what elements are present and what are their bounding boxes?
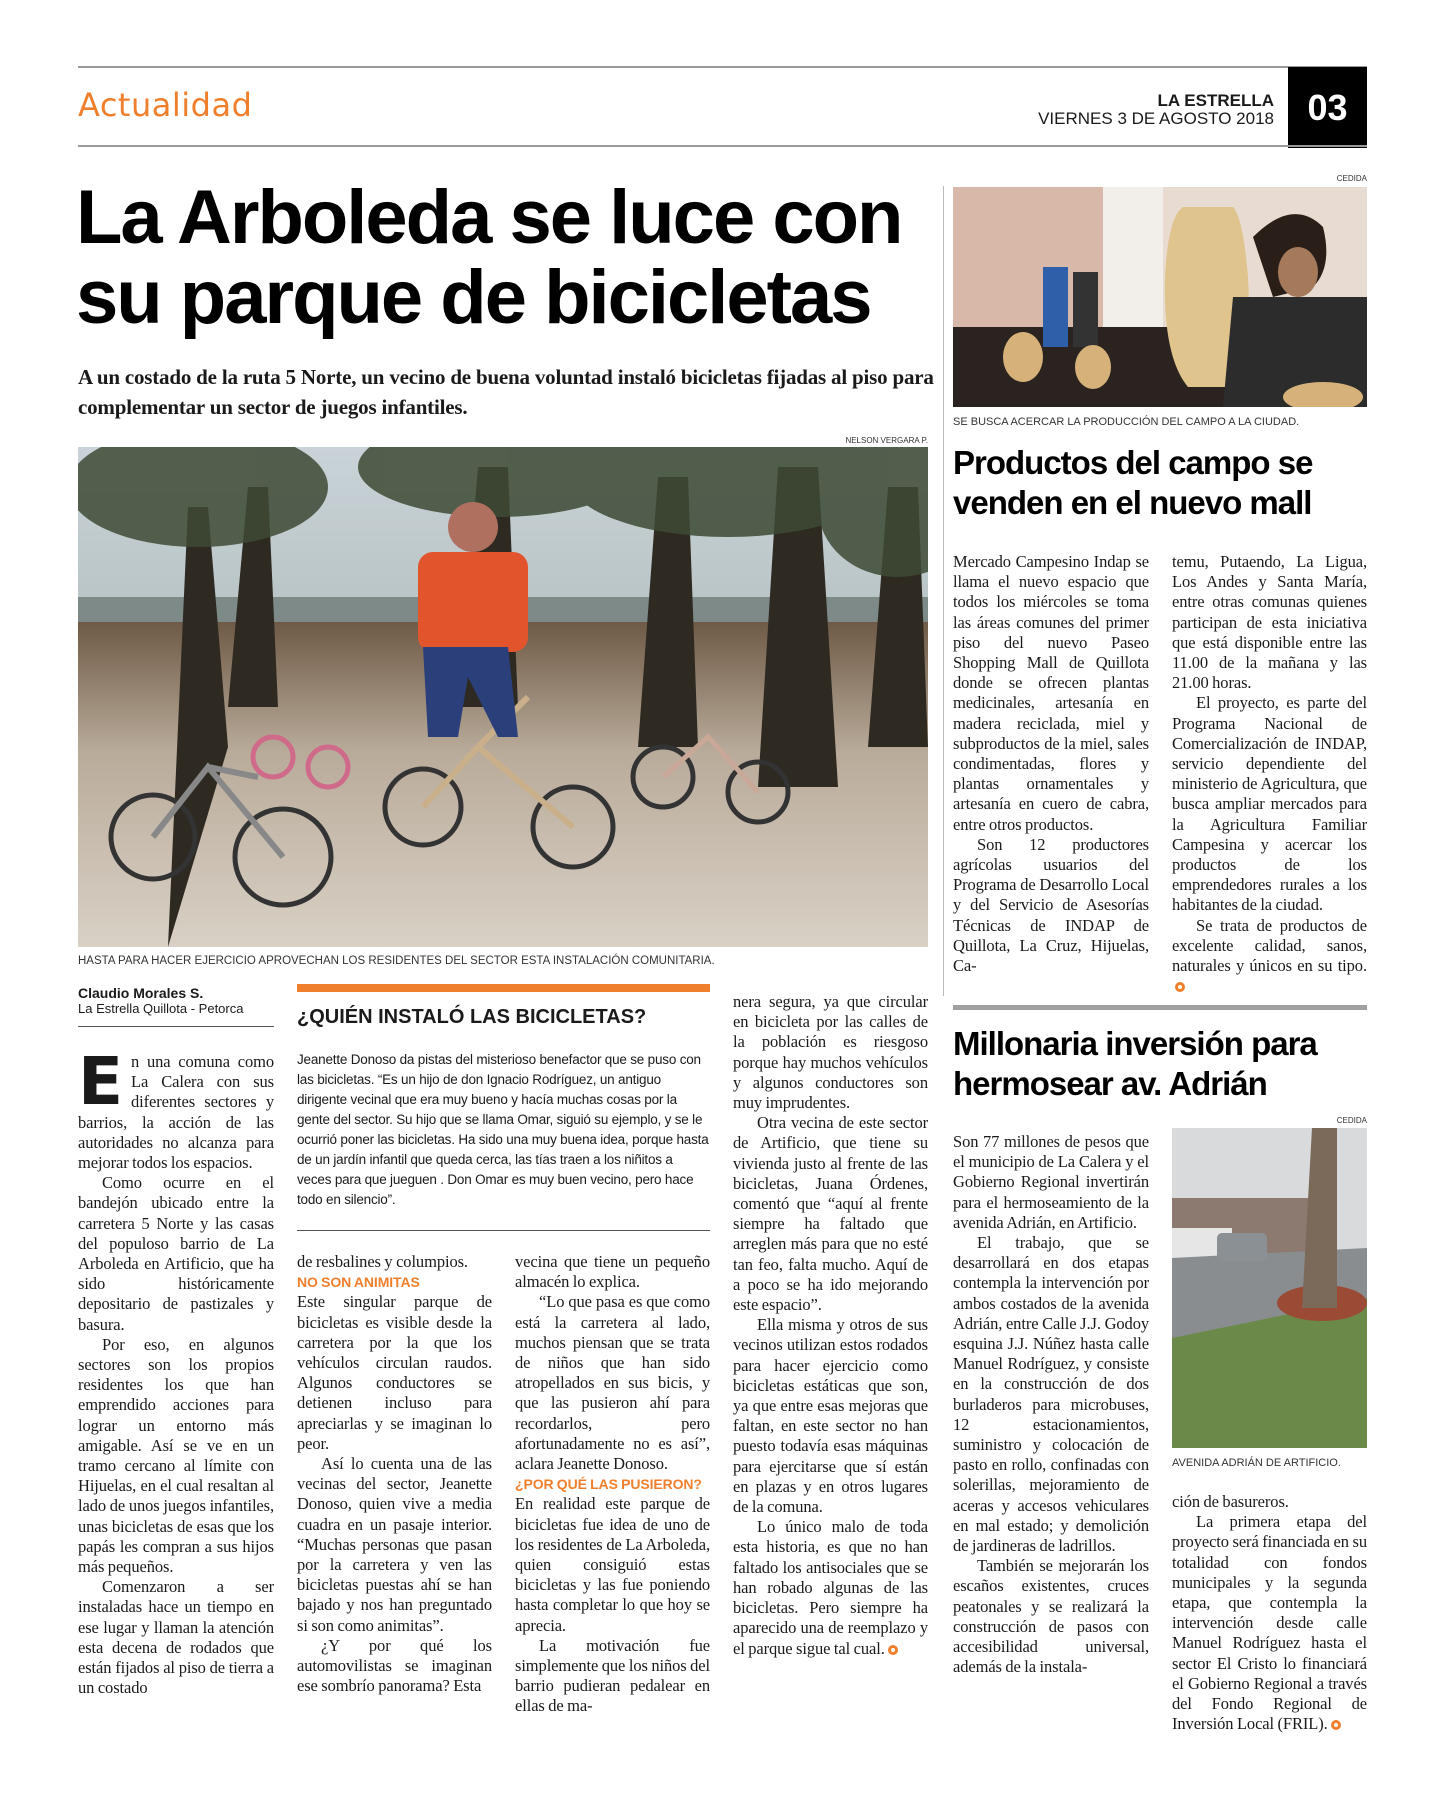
paragraph bbox=[78, 1173, 274, 1335]
paragraph-text: El trabajo, que se desarrollará en dos etapas contempla la intervención por ambos costados de la avenida Adrián, entre Calle J.J. Godoy esquina J.J. Núñez hasta calle Manuel Rodríguez, y consiste en la construcción de dos burladeros para microbuses, 12 estacionamientos, suministro y colocación de pasto en rollo, confinadas con solerillas, mejoramiento de aceras y accesos vehiculares en mal estado; y demolición de jardineras de ladrillos. bbox=[953, 1233, 1149, 1556]
side2-photo-credit: CEDIDA bbox=[1336, 1116, 1367, 1125]
paragraph-text: ¿Y por qué los automovilistas se imaginan ese sombrío panorama? Esta bbox=[297, 1635, 492, 1696]
end-of-article-icon bbox=[888, 1645, 898, 1655]
issue-date: VIERNES 3 DE AGOSTO 2018 bbox=[1038, 109, 1274, 128]
main-column-1 bbox=[78, 1043, 274, 1699]
sidebar-box-text: Jeanette Donoso da pistas del misterioso benefactor que se puso con las bicicletas. “Es un hijo de don Ignacio Rodríguez, un antiguo dirigente vecinal que era muy bueno y hacía muchas cosas por la gente del sector. Su hijo que se llama Omar, siguió su ejemplo, y se le ocurrió poner las bicicletas. Ha sido una muy buena idea, porque hasta de un jardín infantil que queda cerca, las tías traen a los niñitos a veces para que jueguen . Don Omar es muy buen vecino, pero hace todo en silencio”. bbox=[297, 1052, 709, 1207]
paragraph-text: Comenzaron a ser instaladas hace un tiempo en ese lugar y llaman la atención esta decena de rodados que están fijados al piso de tierra a un costado bbox=[78, 1577, 274, 1698]
side1-headline: Productos del campo se venden en el nuevo mall bbox=[953, 444, 1313, 521]
paragraph bbox=[733, 1517, 928, 1658]
paragraph bbox=[297, 1292, 492, 1454]
paper-name: LA ESTRELLA bbox=[1157, 91, 1274, 110]
column-divider bbox=[943, 186, 944, 996]
paragraph bbox=[297, 1636, 492, 1697]
sidebar-box-rule bbox=[297, 1230, 710, 1231]
paragraph: temu, Putaendo, La Ligua, Los Andes y Santa María, entre otras comunas quienes participan de esta iniciativa que está disponible entre las 11.00 de la mañana y las 21.00 horas. bbox=[1172, 552, 1367, 693]
paragraph-text: También se mejorarán los escaños existentes, cruces peatonales y se realizará la construcción de pasos con accesibilidad universal, además de la instala- bbox=[953, 1556, 1149, 1677]
paragraph bbox=[78, 1335, 274, 1577]
sidebar-box-bar bbox=[297, 984, 710, 992]
paragraph-text: Mercado Campesino Indap se llama el nuevo espacio que todos los miércoles se toma las áreas comunes del primer piso del nuevo Paseo Shopping Mall de Quillota donde se ofrecen plantas medicinales, artesanía en madera reciclada, miel y subproductos de la miel, sales condimentadas, flores y plantas ornamentales y artesanía en cuero de cabra, entre otros productos. bbox=[953, 552, 1149, 834]
paragraph bbox=[515, 1494, 710, 1635]
paragraph: Son 77 millones de pesos que el municipio de La Calera y el Gobierno Regional invertirán para el hermoseamiento de la avenida Adrián, en Artificio. bbox=[953, 1132, 1149, 1232]
paragraph bbox=[1172, 693, 1367, 915]
paragraph-text: Ella misma y otros de sus vecinos utilizan estos rodados para hacer ejercicio como bicicletas estáticas que son, ya que entre esas mejoras que faltan, en este sector no han puesto todavía esas máquinas para ejercitarse que sí están en plazas y en otros lugares de la comuna. bbox=[733, 1315, 928, 1517]
paragraph-text: Otra vecina de este sector de Artificio, que tiene su vivienda justo al frente de las bicicletas, Juana Órdenes, comentó que “aquí al frente siempre ha faltado que arreglen más para que no esté tan feo, falta mucho. Aquí de a poco se ha ido mejorando este espacio”. bbox=[733, 1113, 928, 1315]
paragraph bbox=[1172, 1512, 1367, 1734]
main-photo-credit: NELSON VERGARA P. bbox=[845, 436, 928, 445]
byline bbox=[78, 985, 274, 1016]
end-of-article-icon bbox=[1331, 1720, 1341, 1730]
main-headline: La Arboleda se luce con su parque de bicicletas bbox=[76, 175, 902, 340]
side-divider bbox=[953, 1005, 1367, 1010]
paragraph bbox=[78, 1043, 274, 1173]
subhead-no-son-animitas: NO SON ANIMITAS bbox=[297, 1274, 420, 1291]
side2-column-2 bbox=[1172, 1492, 1367, 1734]
paragraph-text: Este singular parque de bicicletas es visible desde la carretera por la que los vehículos circulan raudos. Algunos conductores se detienen incluso para apreciarlas y se imaginan lo peor. bbox=[297, 1292, 492, 1453]
paragraph bbox=[733, 1315, 928, 1517]
paragraph-text: En realidad este parque de bicicletas fue idea de uno de los residentes de La Arboleda, quien consiguió estas bicicletas y las fue poniendo hasta completar lo que hoy se aprecia. bbox=[515, 1494, 710, 1635]
paragraph bbox=[953, 835, 1149, 976]
main-column-3 bbox=[515, 1252, 710, 1717]
main-photo-caption: HASTA PARA HACER EJERCICIO APROVECHAN LOS RESIDENTES DEL SECTOR ESTA INSTALACIÓN COMUNITARIA. bbox=[78, 955, 715, 967]
paragraph bbox=[953, 552, 1149, 835]
paragraph bbox=[953, 1556, 1149, 1677]
paragraph bbox=[78, 1577, 274, 1698]
paragraph-text: La primera etapa del proyecto será financiada en su totalidad con fondos municipales y la segunda etapa, que contempla la intervención desde calle Manuel Rodríguez hasta el sector El Cristo lo financiará el Gobierno Regional a través del Fondo Regional de Inversión Local (FRIL). bbox=[1172, 1512, 1367, 1734]
paragraph bbox=[297, 1454, 492, 1636]
top-rule bbox=[78, 66, 1367, 68]
paragraph-text: La motivación fue simplemente que los niños del barrio pudieran pedalear en ellas de ma- bbox=[515, 1635, 710, 1716]
paragraph: de resbalines y columpios. bbox=[297, 1252, 468, 1271]
paragraph: vecina que tiene un pequeño almacén lo explica. bbox=[515, 1252, 710, 1292]
main-column-2 bbox=[297, 1252, 492, 1696]
author-name: Claudio Morales S. bbox=[78, 985, 204, 1001]
end-of-article-icon bbox=[1175, 982, 1185, 992]
paragraph-text: n una comuna como La Calera con sus diferentes sectores y barrios, la acción de las autoridades no alcanza para mejorar todos los espacios. bbox=[78, 1052, 274, 1173]
byline-rule bbox=[78, 1026, 274, 1027]
paragraph-text: Son 12 productores agrícolas usuarios del Programa de Desarrollo Local y del Servicio de Asesorías Técnicas de INDAP de Quillota, La Cruz, Hijuelas, Ca- bbox=[953, 834, 1149, 976]
paragraph: nera segura, ya que circular en bicicleta por las calles de la población es riesgoso porque hay muchos vehículos y algunos conductores son muy imprudentes. bbox=[733, 992, 928, 1113]
paragraph-text: Se trata de productos de excelente calidad, sanos, naturales y únicos en su tipo. bbox=[1172, 915, 1367, 976]
paragraph-text: “Lo que pasa es que como está la carretera al lado, muchos piensan que se trata de niños que han sido atropellados en sus bicis, y que las pusieron ahí para recordarlos, pero afortunadamente no es así”, aclara Jeanette Donoso. bbox=[515, 1292, 710, 1474]
paragraph bbox=[733, 1113, 928, 1315]
side2-headline: Millonaria inversión para hermosear av. Adrián bbox=[953, 1025, 1317, 1102]
side2-column-1 bbox=[953, 1132, 1149, 1677]
main-deck: A un costado de la ruta 5 Norte, un vecino de buena voluntad instaló bicicletas fijadas al piso para complementar un sector de juegos infantiles. bbox=[78, 365, 934, 419]
header-bottom-rule bbox=[78, 145, 1367, 147]
sidebar-box-title: ¿QUIÉN INSTALÓ LAS BICICLETAS? bbox=[297, 1006, 647, 1028]
side1-photo-credit: CEDIDA bbox=[1336, 174, 1367, 183]
side2-photo bbox=[1172, 1128, 1367, 1448]
side1-column-1 bbox=[953, 552, 1149, 976]
side1-column-2 bbox=[1172, 552, 1367, 996]
paragraph bbox=[515, 1636, 710, 1717]
paragraph-text: Por eso, en algunos sectores son los propios residentes los que han emprendido acciones para lograr un entorno más amigable. Así se ve en un tramo cercano al límite con Hijuelas, en el cual resaltan al lado de unos juegos infantiles, unas bicicletas de esas que los papás les compran a sus hijos más pequeños. bbox=[78, 1334, 274, 1577]
page-number: 03 bbox=[1288, 67, 1367, 148]
paragraph bbox=[515, 1292, 710, 1474]
main-photo bbox=[78, 447, 928, 947]
masthead bbox=[1038, 92, 1274, 128]
author-org: La Estrella Quillota - Petorca bbox=[78, 1001, 244, 1016]
paragraph-text: Lo único malo de toda esta historia, es que no han faltado los antisociales que se han robado algunas de las bicicletas. Pero siempre ha aparecido una de reemplazo y el parque sigue tal cual. bbox=[733, 1517, 928, 1658]
drop-cap: E bbox=[78, 1043, 123, 1120]
paragraph bbox=[953, 1233, 1149, 1556]
side2-photo-caption: AVENIDA ADRIÁN DE ARTIFICIO. bbox=[1172, 1457, 1341, 1469]
paragraph: ción de basureros. bbox=[1172, 1492, 1289, 1511]
paragraph bbox=[1172, 916, 1367, 997]
main-column-4 bbox=[733, 992, 928, 1659]
paragraph-text: Así lo cuenta una de las vecinas del sector, Jeanette Donoso, quien vive a media cuadra en un pasaje interior. “Muchas personas que pasan por la carretera y ven las bicicletas puestas ahí se han bajado y nos han preguntado si son como animitas”. bbox=[297, 1454, 492, 1635]
side1-photo bbox=[953, 187, 1367, 407]
side1-photo-caption: SE BUSCA ACERCAR LA PRODUCCIÓN DEL CAMPO A LA CIUDAD. bbox=[953, 416, 1300, 428]
paragraph-text: El proyecto, es parte del Programa Nacional de Comercialización de INDAP, servicio dependiente del ministerio de Agricultura, que busca ampliar mercados para la Agricultura Familiar Campesina y acercar los productos de los emprendedores rurales a los habitantes de la ciudad. bbox=[1172, 693, 1367, 915]
subhead-por-que-las-pusieron: ¿POR QUÉ LAS PUSIERON? bbox=[515, 1476, 702, 1493]
paragraph-text: Como ocurre en el bandejón ubicado entre la carretera 5 Norte y las casas del populoso barrio de La Arboleda en Artificio, que ha sido históricamente depositario de pastizales y basura. bbox=[78, 1173, 274, 1334]
section-title: Actualidad bbox=[78, 86, 253, 124]
